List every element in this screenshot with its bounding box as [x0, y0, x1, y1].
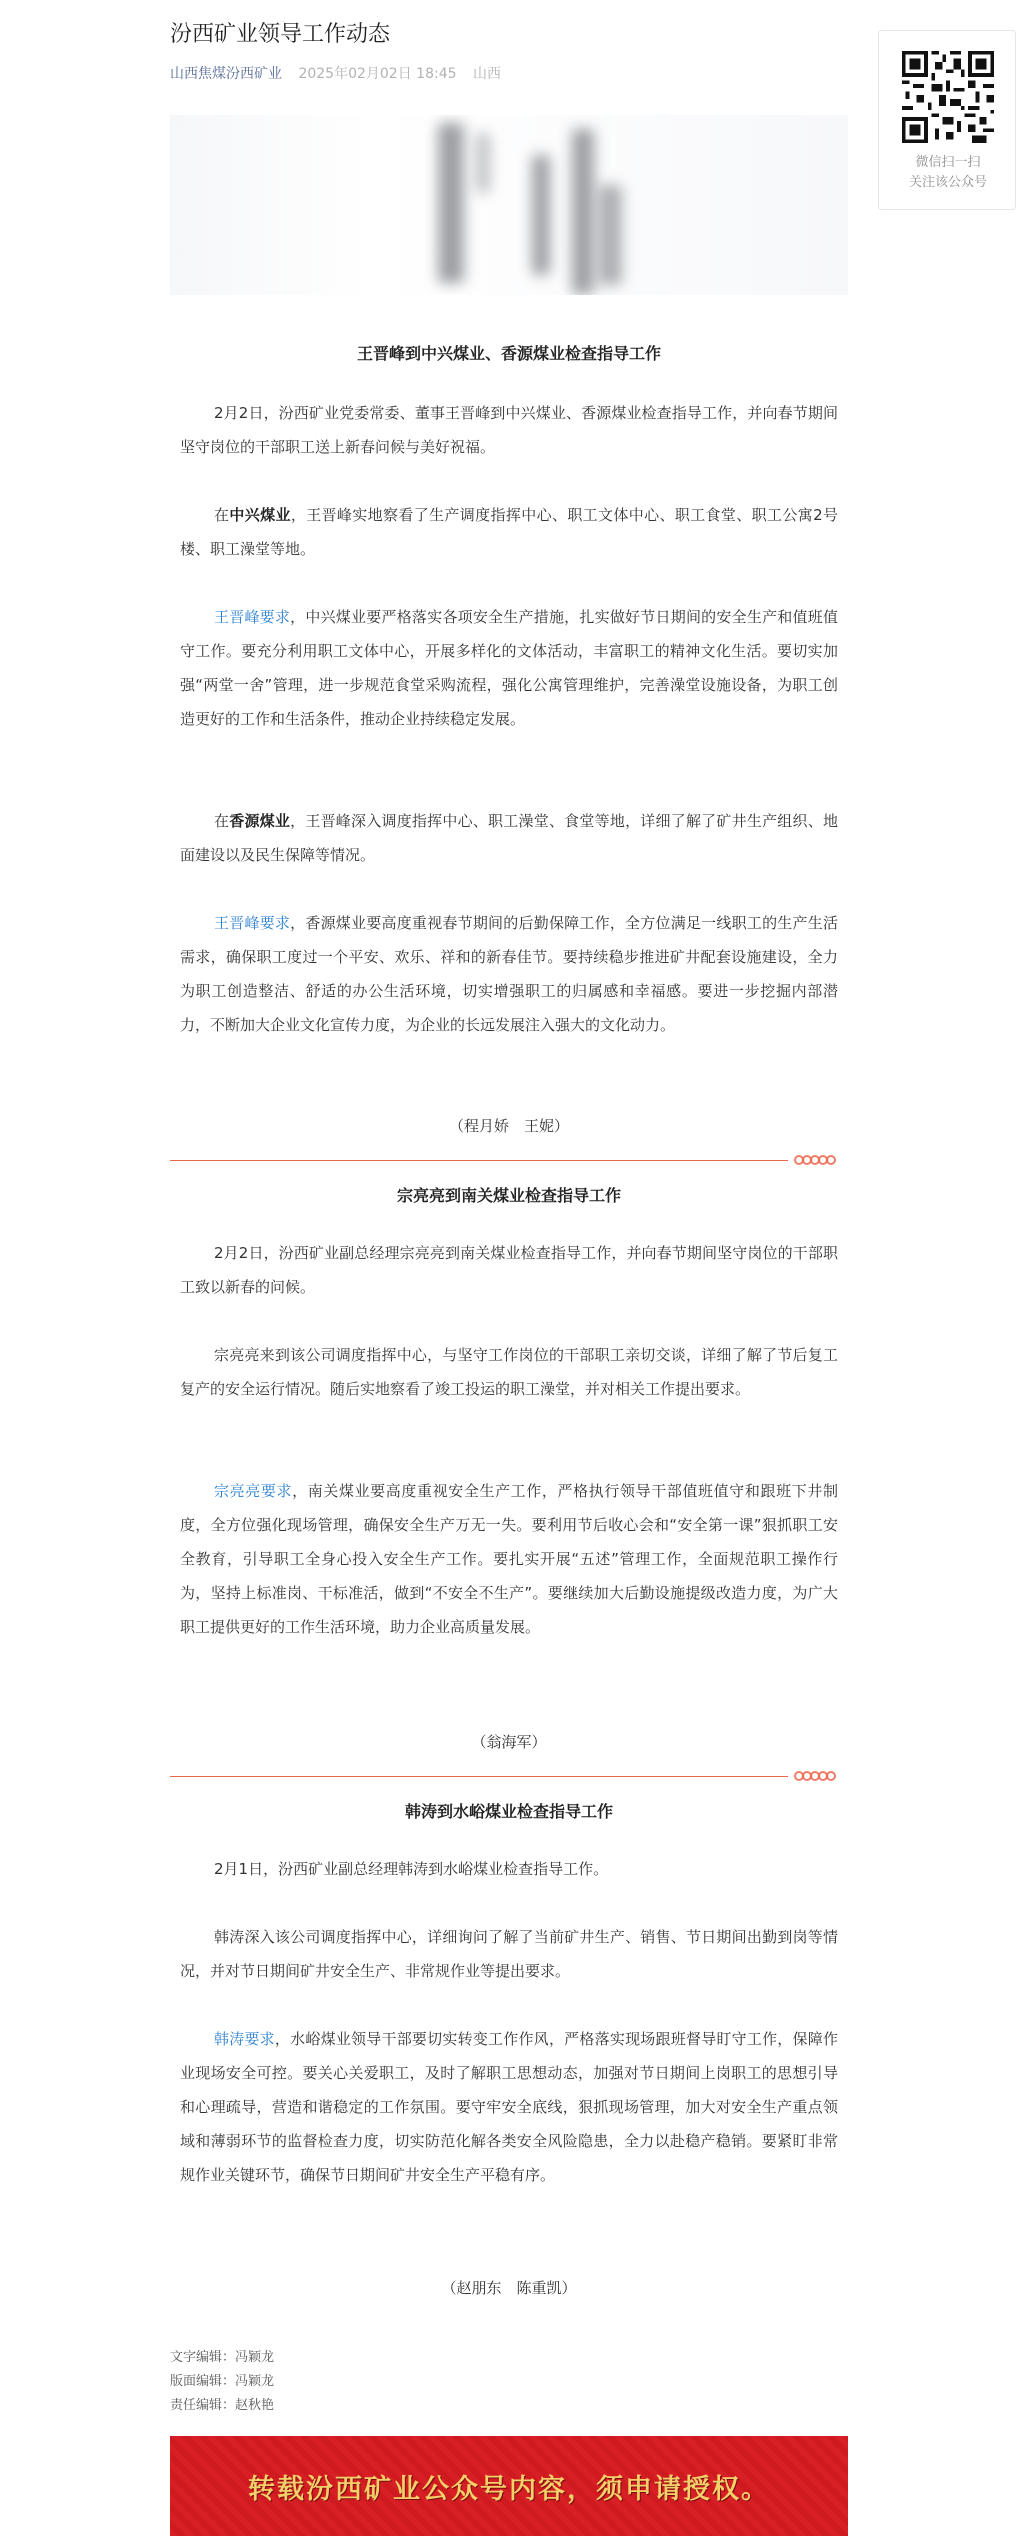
- reprint-notice-banner: [170, 2436, 848, 2536]
- section-2-paragraph-3: 宗亮亮要求，南关煤业要高度重视安全生产工作，严格执行领导干部值班值守和跟班下井制度，全方位强化现场管理，确保安全生产万无一失。要利用节后收心会和“安全第一课”狠抓职工安全教育，引导职工全身心投入安全生产工作。要扎实开展“五述”管理工作，全面规范职工操作行为，坚持上标准岗、干标准活，做到“不安全不生产”。要继续加大后勤设施提级改造力度，为广大职工提供更好的工作生活环境，助力企业高质量发展。: [180, 1482, 838, 1636]
- section-1-credit: （程月娇 王妮）: [448, 1117, 569, 1135]
- section-1-paragraph-2: 在中兴煤业，王晋峰实地察看了生产调度指挥中心、职工文体中心、职工食堂、职工公寓2号楼、职工澡堂等地。: [180, 506, 838, 558]
- divider-ornament: [794, 1154, 848, 1166]
- section-divider: [170, 1154, 848, 1166]
- editor-credits: [170, 2346, 274, 2418]
- section-3-title: 韩涛到水峪煤业检查指导工作: [404, 1802, 613, 1821]
- article-title: 汾西矿业领导工作动态: [170, 22, 391, 47]
- qr-code-icon[interactable]: [902, 51, 994, 143]
- layout-editor: 版面编辑：冯颖龙: [170, 2374, 275, 2389]
- section-1-title: 王晋峰到中兴煤业、香源煤业检查指导工作: [356, 344, 661, 363]
- section-1-paragraph-1: 2月2日，汾西矿业党委常委、董事王晋峰到中兴煤业、香源煤业检查指导工作，并向春节期间坚守岗位的干部职工送上新春问候与美好祝福。: [180, 404, 838, 456]
- section-1-paragraph-3: 王晋峰要求，中兴煤业要严格落实各项安全生产措施，扎实做好节日期间的安全生产和值班值守工作。要充分利用职工文体中心，开展多样化的文体活动，丰富职工的精神文化生活。要切实加强“两堂一舍”管理，进一步规范食堂采购流程，强化公寓管理维护，完善澡堂设施设备，为职工创造更好的工作和生活条件，推动企业持续稳定发展。: [180, 608, 838, 728]
- section-3-paragraph-2: 韩涛深入该公司调度指挥中心，详细询问了解了当前矿井生产、销售、节日期间出勤到岗等情况，并对节日期间矿井安全生产、非常规作业等提出要求。: [180, 1928, 838, 1980]
- chief-editor: 责任编辑：赵秋艳: [170, 2398, 275, 2413]
- section-3-paragraph-3: 韩涛要求，水峪煤业领导干部要切实转变工作作风，严格落实现场跟班督导盯守工作，保障作业现场安全可控。要关心关爱职工，及时了解职工思想动态，加强对节日期间上岗职工的思想引导和心理疏导，营造和谐稳定的工作氛围。要守牢安全底线，狠抓现场管理，加大对安全生产重点领域和薄弱环节的监督检查力度，切实防范化解各类安全风险隐患，全力以赴稳产稳销。要紧盯非常规作业关键环节，确保节日期间矿井安全生产平稳有序。: [180, 2030, 838, 2184]
- section-divider: [170, 1770, 848, 1782]
- section-2-paragraph-1: 2月2日，汾西矿业副总经理宗亮亮到南关煤业检查指导工作，并向春节期间坚守岗位的干部职工致以新春的问候。: [180, 1244, 838, 1296]
- qr-follow-panel: [878, 30, 1016, 210]
- section-3-credit: （赵朋东 陈重凯）: [441, 2279, 577, 2297]
- section-2-paragraph-2: 宗亮亮来到该公司调度指挥中心，与坚守工作岗位的干部职工亲切交谈，详细了解了节后复工复产的安全运行情况。随后实地察看了竣工投运的职工澡堂，并对相关工作提出要求。: [180, 1346, 838, 1398]
- qr-caption: 微信扫一扫 关注该公众号: [908, 155, 987, 190]
- mine-name-zhongxing: 中兴煤业: [229, 506, 291, 524]
- divider-ornament: [794, 1770, 848, 1782]
- section-1-paragraph-5: 王晋峰要求，香源煤业要高度重视春节期间的后勤保障工作，全方位满足一线职工的生产生活需求，确保职工度过一个平安、欢乐、祥和的新春佳节。要持续稳步推进矿井配套设施建设，全力为职工创造整洁、舒适的办公生活环境，切实增强职工的归属感和幸福感。要进一步挖掘内部潜力，不断加大企业文化宣传力度，为企业的长远发展注入强大的文化动力。: [180, 914, 838, 1034]
- section-2-title: 宗亮亮到南关煤业检查指导工作: [396, 1186, 621, 1205]
- reprint-notice-text: 转载汾西矿业公众号内容，须申请授权。: [248, 2473, 770, 2505]
- publish-location: 山西: [472, 66, 501, 82]
- mine-name-xiangyuan: 香源煤业: [229, 812, 291, 830]
- requirement-highlight: 宗亮亮要求: [214, 1482, 293, 1500]
- requirement-highlight: 韩涛要求: [214, 2030, 275, 2048]
- requirement-highlight: 王晋峰要求: [214, 914, 291, 932]
- section-3-paragraph-1: 2月1日，汾西矿业副总经理韩涛到水峪煤业检查指导工作。: [214, 1860, 609, 1878]
- text-editor: 文字编辑：冯颖龙: [170, 2350, 275, 2365]
- account-name-link[interactable]: 山西焦煤汾西矿业: [170, 66, 282, 82]
- publish-date: 2025年02月02日 18:45: [298, 66, 457, 82]
- section-1-paragraph-4: 在香源煤业，王晋峰深入调度指挥中心、职工澡堂、食堂等地，详细了解了矿井生产组织、地面建设以及民生保障等情况。: [180, 812, 838, 864]
- requirement-highlight: 王晋峰要求: [214, 608, 291, 626]
- hero-image: [170, 115, 848, 295]
- article-meta: [170, 64, 501, 84]
- section-2-credit: （翁海军）: [471, 1733, 547, 1751]
